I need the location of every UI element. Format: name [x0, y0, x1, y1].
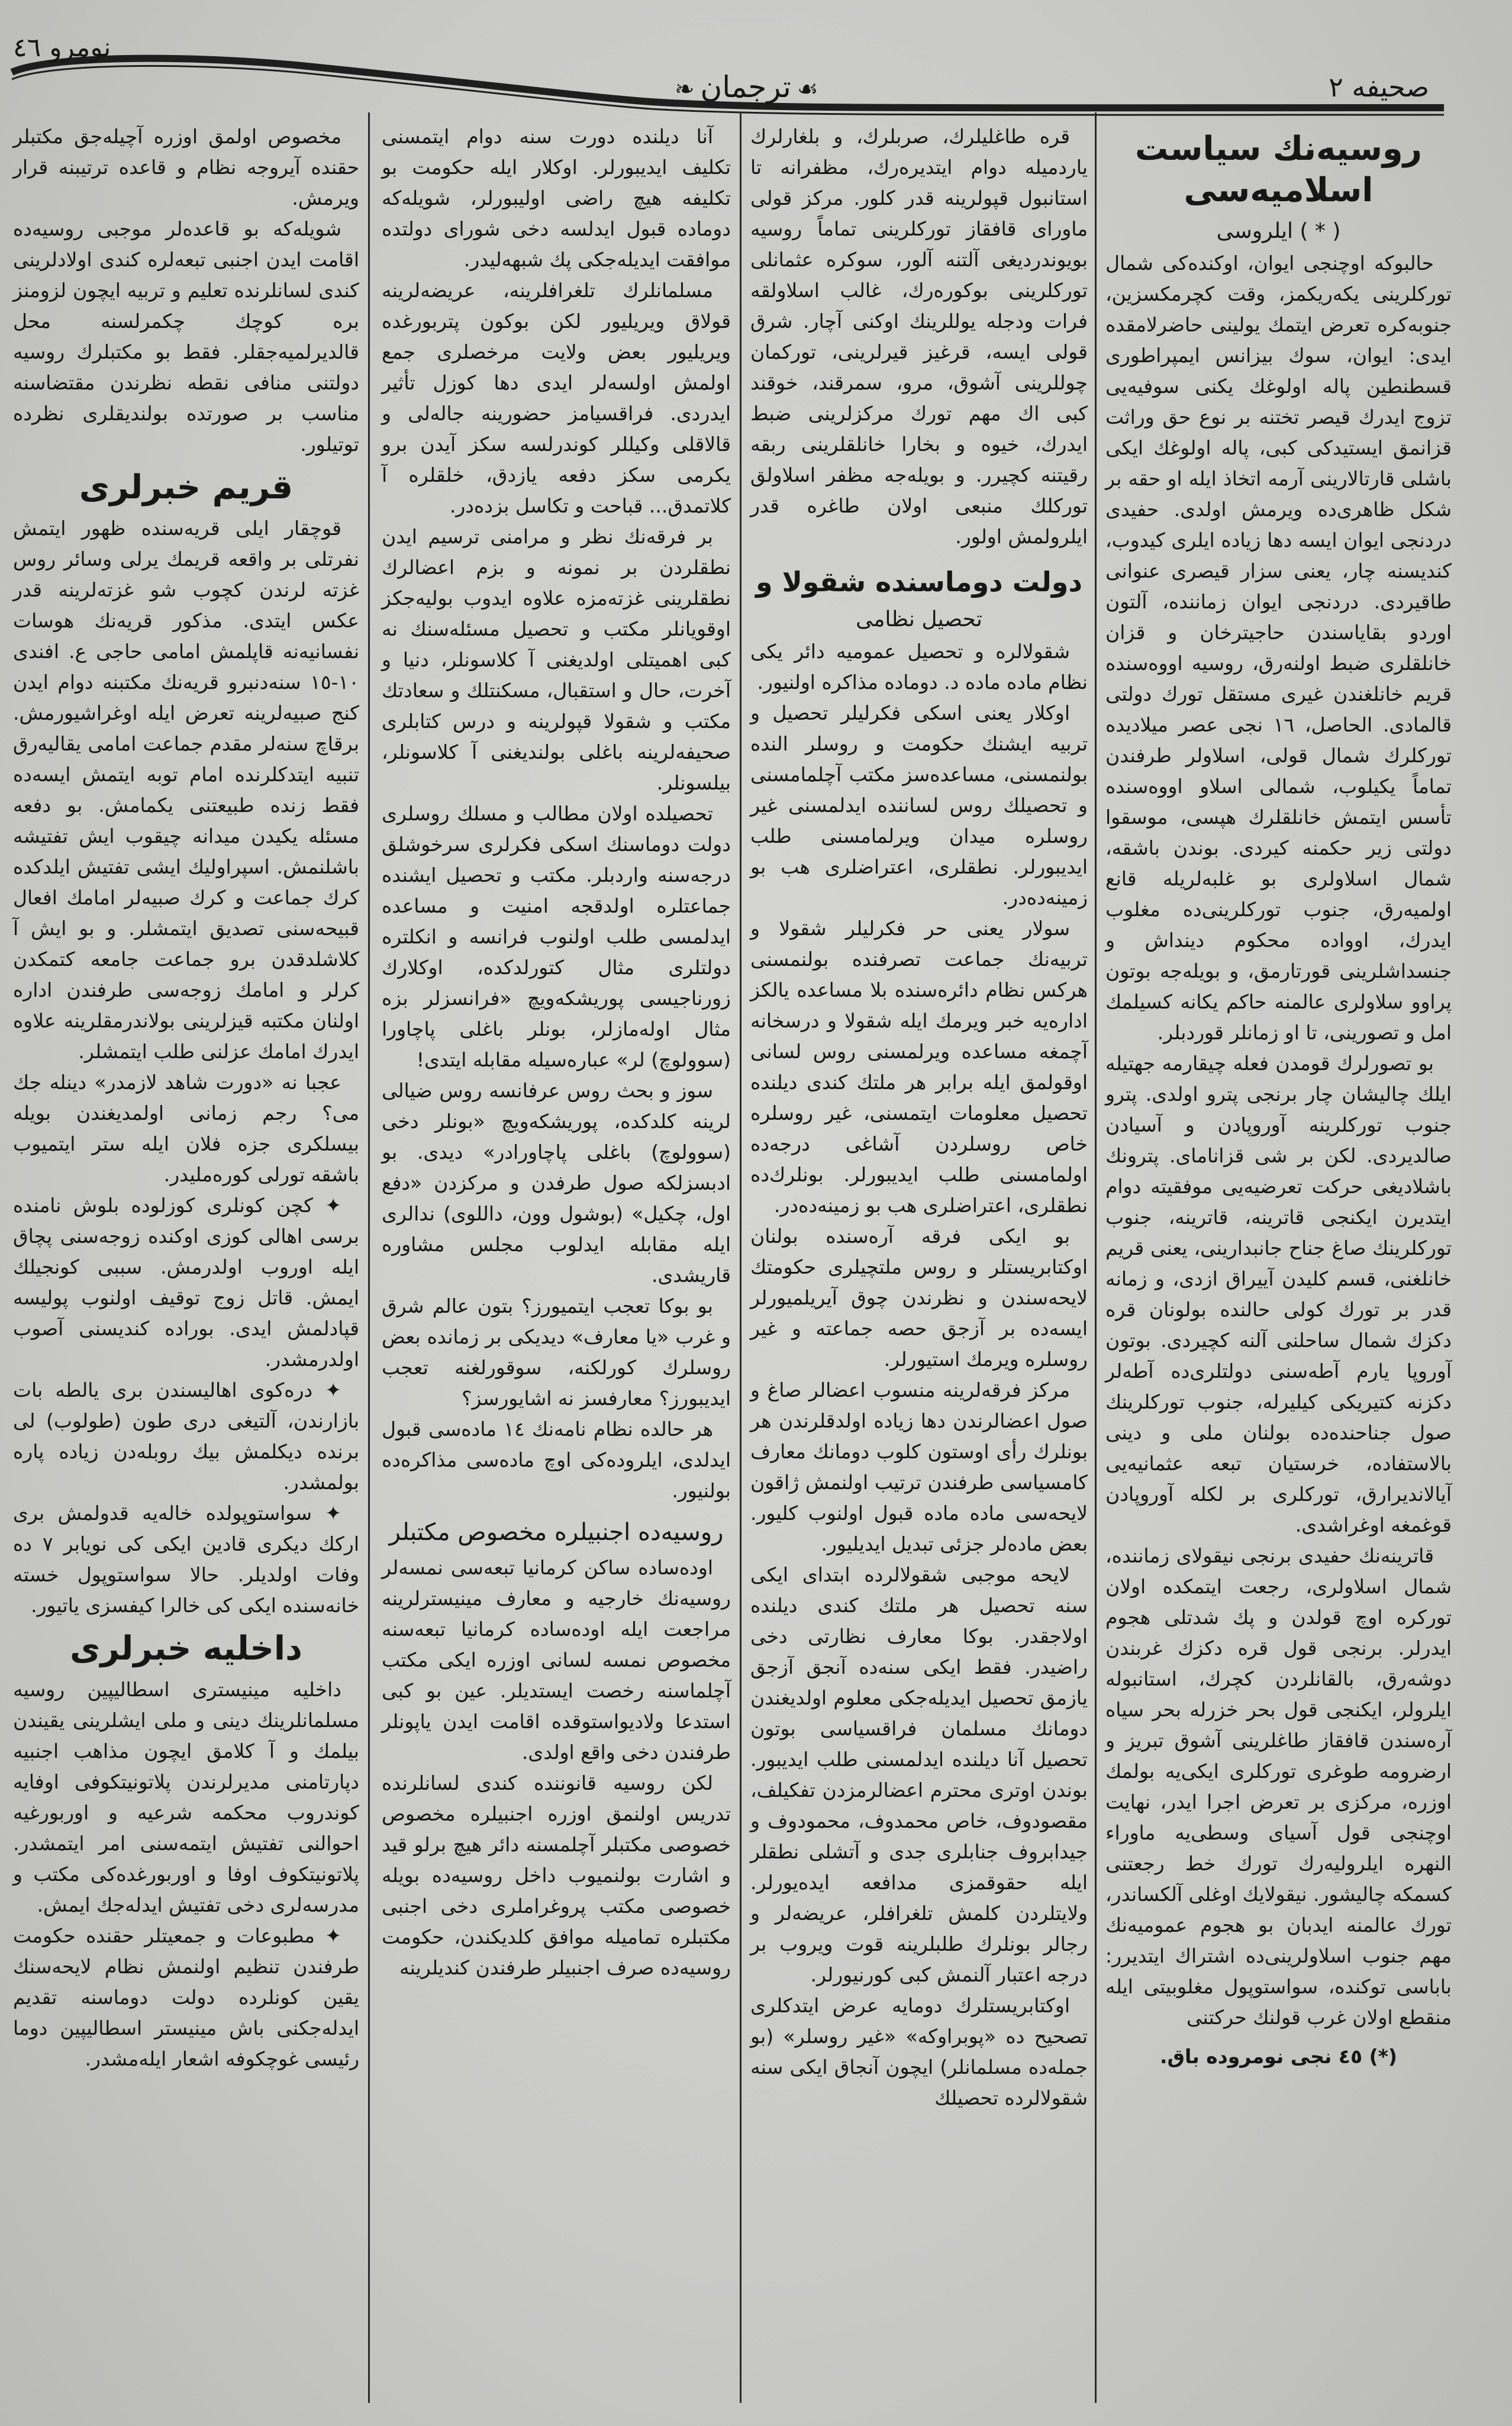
paragraph: اوكتابريستلرك دومايه عرض ايتدكلرى تصحيح ده «پوبراوكه» «غير روسلر» (بو جمله‌ده مسلمانلر) ايچون آنجاق ايكى سنه شقولالرده تحصيلك [750, 1994, 1088, 2109]
section-heading: روسيه‌نك سياست اسلاميه‌سى [1135, 130, 1422, 210]
ornament-icon: ❧ [675, 76, 695, 103]
footnote: (*) ٤٥ نجى نومروده باق. [1159, 2045, 1398, 2068]
paragraph: بو ايكى فرقه آره‌سنده بولنان اوكتابريستلر و روس ملتچيلرى حكومتك لايحه‌سندن و نظرندن چوق آيريلميورلر ايسه‌ده بر آزجق حصه جماعته و غير روسلره ويرمك استيورلر. [750, 1225, 1088, 1371]
article-heading: روسيه‌ده اجنبيلره مخصوص مكتبلر [389, 1519, 724, 1546]
paragraph: قوچقار ايلى قريه‌سنده ظهور ايتمش نفرتلى بر واقعه قريمك يرلى وسائر روس غزته لرندن كچوب شو غزته‌لرينه قدر عكس ايتدى. مذكور قريه‌نك هوسات نفسانيه‌نه قاپلمش امامى حاجى ع. افندى ١٠-١٥ سنه‌دنبرو قريه‌نك مكتبنه دوام ايدن كنج صبيه‌لرينه تعرض ايله اوغراشيورمش. برقاچ سنه‌لر مقدم جماعت امامى يقاليه‌رق تنبيه ايتدكلرنده امام توبه ايتمش ايسه‌ده فقط زنده طبيعتنى يكمامش. بو دفعه مسئله يكيدن ميدانه چيقوب ايش تفتيشه باشلنمش. اسپراوليك ايشى تفتيش ايلدكده كرك جماعت و كرك صبيه‌لر امامك افعال قبيحه‌سنى تصديق ايتمشلر. و بو ايش آ كلاشلدقدن برو جماعت جامعه كتمكدن كرلر و امامك زوجه‌سى طرفندن اداره اولنان مكتبه قيزلرينى بولاندرمقلرينه علاوه ايدرك امامك عزلنى طلب ايتمشلر. [13, 517, 359, 1063]
paragraph: لايحه موجبى شقولالرده ابتداى ايكى سنه تحصيل هر ملتك كندى ديلنده اولاجقدر. بوكا معارف نظارتى دخى راضيدر. فقط ايكى سنه‌ده آنجق آزجق يازمق تحصيل ايديله‌جكى معلوم اولديغندن دومانك مسلمان فراقسياسى بوتون تحصيل آنا ديلنده ايدلمسنى طلب ايديبور. بوندن اوترى محترم اعضالرمزدن تفكيلف، مقصودوف، خاص محمدوف، محمودوف و جيدابروف جنابلرى جدى و آتشلى نطقلر ايله حقوقمزى مدافعه ايده‌يورلر. ولايتلردن كلمش تلغرافلر، عريضه‌لر و رجالر بونلرك طلبلرينه قوت ويروب بر درجه اعتبار آلنمش كبى كورنيورلر. [750, 1563, 1088, 1986]
paragraph: بو تصورلرك قومدن فعله چيقارمه جهتيله ايلك چاليشان چار برنجى پترو اولدى. پترو جنوب توركلرينه آوروپادن و آسيادن صالديردى. لكن بر شى قزاناماى. پترونك باشلاديغى حركت تعرضيه‌يى موفقيته دوام ايتديرن ايكنجى قاترينه، قاترينه، جنوب توركلرينك صاغ جناح جانبدارينى، يعنى قريم خانلغنى، قسم كليدن آييراق ازدى، و زمانه قدر بر تورك كولى حالنده بولونان قره دكزك شمال ساحلنى آلنه كچيردى. بوتون آوروپا يارم آطه‌سنى دولتلرى‌ده آطه‌لر دكزنه كتيريكى كيليرله، جنوب توركلرينك صول جناحنده‌ده بولنان ملى و دينى بالاستفاده، خرستيان تبعه عثمانيه‌يى آيالانديرارق، توركلرى بر لكله آوروپادن قوغمغه اوغراشدى. [1105, 1052, 1452, 1536]
section-heading: داخليه خبرلرى [70, 1629, 302, 1668]
paragraph: تحصيلده اولان مطالب و مسلك روسلرى دولت دوماسنك اسكى فكرلرى سرخوشلق درجه‌سنه واردبلر. مكتب و تحصيل ايشنده جماعتلره اولدقجه امنيت و مساعده ايدلمسى طلب اولنوب فرانسه و انكلتره دولتلرى مثال كتورلدكده، اوكلارك زورناجيسى پوريشكه‌ويچ «فرانسزلر بزه مثال اوله‌مازلر، بونلر باغلى پاچاورا (سوولوچ) لر» عباره‌سيله مقابله ايتدى! [382, 802, 731, 1071]
paragraph: قاترينه‌نك حفيدى برنجى نيقولاى زماننده، شمال اسلاولرى، رجعت ايتمكده اولان توركره اوچ قولدن و پك شدتلى هجوم ايدرلر. برنجى قول قره دكزك غربندن دوشه‌رق، بالقانلردن كچرك، استانبوله ايلرولر، ايكنجى قول بحر خزرله بحر سياه آره‌سندن قافقاز طاغلرينى آشوق تبريز و ارضرومه طوغرى توركلرى ايكى‌يه بولمك اوزره، مركزى بر تعرض اجرا ايدر، نهايت اوچنجى قول آسياى وسطى‌يه ماوراء النهره ايلروليه‌رك تورك خط رجعتنى كسمكه چاليشور. نيقولايك اوغلى آلكساندر، تورك عالمنه ايدبان بو هجوم عموميه‌نك مهم جنوب اسلاولرينى‌ده اشتراك ايتديرر: باباسى توكنده، سواستوپول مغلوبيتى ايله منقطع اولان غرب قولنك حركتنى [1105, 1544, 1452, 2029]
section-heading: قريم خبرلرى [79, 468, 294, 507]
paragraph: مسلمانلرك تلغرافلرينه، عريضه‌لرينه قولاق ويريليور لكن بوكون پتربورغده ويريليور بعض ولايت مرخصلرى جمع اولمش اولسه‌لر ايدى دها كوزل تأثير ايدردى. فراقسيامز حضورينه جاله‌لى و قالاقلى وكيللر كوندرلسه سكز آيدن برو يكرمى سكز دفعه يازدق، خلقلره آ كلاتمدق... قباحت و تكاسل بزده‌در. [382, 279, 731, 517]
paragraph: ✦ دره‌كوى اهاليسندن برى يالطه بات بازارندن، آلتيغى درى طون (طولوب) لى برنده ديكلمش بيك روبله‌دن زياده پاره بولمشدر. [13, 1378, 359, 1494]
paragraph: بو بوكا تعجب ايتميورز؟ بتون عالم شرق و غرب «يا معارف» ديديكى بر زمانده بعض روسلرك كورلكنه، سوقورلغنه تعجب ايديبورز؟ معارفسز نه اشايورسز؟ [382, 1294, 731, 1410]
paragraph: مخصوص اولمق اوزره آچيله‌جق مكتبلر حقنده آيروجه نظام و قاعده ترتيبنه قرار ويرمش. [13, 125, 359, 210]
masthead [669, 70, 824, 104]
paragraph: بر فرقه‌نك نظر و مرامنى ترسيم ايدن نطقلردن بر نمونه و بزم اعضالرك نطقلرينى غزته‌مزه علاوه ايدوب بوليه‌جكز اوقويانلر مكتب و تحصيل مسئله‌سنك نه كبى اهميتلى اولديغنى آ كلاسونلر، دنيا و آخرت، حال و استقبال، مسكنتلك و سعادتك مكتب و شقولا قپولرينه و درس كتابلرى صحيفه‌لرينه باغلى بولنديغنى آ كلاسونلر، بيلسونلر. [382, 525, 731, 794]
paragraph: عجبا نه «دورت شاهد لازمدر» دينله جك مى؟ رجم زمانى اولمديغندن بويله بيسلكرى جزه فلان ايله ستر ايتميوب باشقه تورلى كوره‌مليدر. [13, 1071, 359, 1186]
paragraph: داخليه مينيسترى اسطاليپين روسيه مسلمانلرينك دينى و ملى ايشلرينى يقيندن بيلمك و آ كلامق ايچون مذاهب اجنبيه دپارتامنى مديرلرندن پلاتونيتكوفى اوفايه كوندروب محكمه شرعيه و اوربورغيه احوالنى تفتيش ايتمه‌سنى امر ايتمشدر. پلاتونيتكوف اوفا و اوربورغده‌كى مكتب و مدرسه‌لرى دخى تفتيش ايدله‌جك ايمش. [13, 1678, 359, 1916]
paragraph: ✦ كچن كونلرى كوزلوده بلوش نامنده برسى اهالى كوزى اوكنده زوجه‌سنى پچاق ايله اوروب اولدرمش. سببى كونجيلك ايمش. قاتل زوج توقيف اولنوب پوليسه قپادلمش ايدى. بوراده كنديسنى آصوب اولدرمشدر. [13, 1194, 359, 1371]
page-number: صحيفه ٢ [1329, 71, 1429, 103]
paragraph: ✦ مطبوعات و جمعيتلر حقنده حكومت طرفندن تنظيم اولنمش نظام لايحه‌سنك يقين كونلرده دولت دوماسنه تقديم ايدله‌جكنى باش مينيستر اسطاليپين دوما رئيسى غوچكوفه اشعار ايله‌مشدر. [13, 1924, 359, 2070]
paragraph: سوز و بحث روس عرفانسه روس ضيالى لرينه كلدكده، پوريشكه‌ويچ «بونلر دخى (سوولوچ) باغلى پاچاورادر» ديدى. بو ادبسزلكه صول طرفدن و مركزدن «دفع اول، چكيل» (بوشول وون، داللوى) ندالرى ايله مقابله ايدلوب مجلس مشاوره قاريشدى. [382, 1079, 731, 1287]
paragraph: لكن روسيه قانوننده كندى لسانلرنده تدريس اولنمق اوزره اجنبيلره مخصوص خصوصى مكتبلر آچلمسنه دائر هيچ برلو قيد و اشارت بولنميوب داخل روسيه‌ده بويله خصوصى مكتب پروغراملرى دخى اجنبى مكتبلره تماميله موافق كلديكندن، حكومت روسيه‌ده صرف اجنبيلر طرفندن كنديلرينه [382, 1771, 731, 1979]
column-3 [750, 121, 1088, 2114]
sub-heading: ( * ) ايلروسى [1216, 219, 1341, 243]
paragraph: سولار يعنى حر فكرليلر شقولا و تربيه‌نك جماعت تصرفنده بولنمسنى هركس نظام دائره‌سنده بلا مساعده يالكز اداره‌يه خبر ويرمك ايله شقولا و درسخانه آچمغه مساعده ويرلمسنى روس لسانى اوقولمق ايله برابر هر ملتك كندى ديلنده تحصيل معلومات ايتمسنى، غير روسلره خاص روسلردن آشاغى درجه‌ده اولمامسنى طلب ايديبورلر. بونلرك‌ده نطقلرى، اعتراضلرى هب بو زمينه‌ده‌در. [750, 917, 1088, 1217]
ornament-icon: ☙ [797, 76, 818, 103]
column-divider [1095, 112, 1097, 2403]
column-divider [740, 112, 742, 2403]
paragraph: حالبوكه اوچنجى ايوان، اوكنده‌كى شمال توركلرينى يكه‌ريكمز، وقت كچرمكسزين، جنوبه‌كره تعرض ايتمك يولينى حاضرلامقده ايدى: ايوان، سوك بيزانس ايمپراطورى قسطنطين پاله اولوغك يكنى سوفيه‌يى تزوج ايدرك قيصر تختنه بر نوع حق وراثت قزانمق ايستيدكى كبى، پاله اولوغك ايكى باشلى قارتالارينى آرمه اتخاذ ايله او حقه بر شكل ظاهرى‌ده ويرمش اولدى. حفيدى دردنجى ايوان ايسه دها زياده ايلرى كيدوب، كنديسنه چار، يعنى سزار قيصرى عنوانى طاقيردى. دردنجى ايوان زماننده، آلتون اوردو بقاياسندن حاجيترخان و قزان خانلقلرى ضبط اولنه‌رق، روسيه اووه‌سنده قريم خانلغندن غيرى مستقل تورك دولتى قالمادى. الحاصل، ١٦ نجى عصر ميلاديده توركلرك شمال قولى، اسلاولر طرفندن تماماً يكيلوب، شمالى اسلاو اووه‌سنده تأسس ايتمش خانلقلرك هپسى، موسقوا دولتى زير حكمنه كيردى. بوندن باشقه، شمال اسلاولرى بو غلبه‌لريله قانع اولميه‌رق، جنوب توركلرينى‌ده مغلوب ايدرك، اوواده محكوم دينداش و جنسداشلرينى قورتارمق، و بويله‌جه بوتون پراوو سلاولرى عالمنه حاكم يكانه كسيلمك امل و تصورينى، تا او زمانلر قوردبلر. [1105, 252, 1452, 1044]
paragraph: مركز فرقه‌لرينه منسوب اعضالر صاغ و صول اعضالرندن دها زياده اولدقلرندن هر بونلرك رأى اوستون كلوب دومانك معارف كامسياسى طرفندن ترتيب اولنمش ژاقون لايحه‌سى ماده ماده قبول اولنوب كليور. بعض ماده‌لر جزئى تبديل ايديليور. [750, 1378, 1088, 1555]
paragraph: اوكلار يعنى اسكى فكرليلر تحصيل و تربيه ايشنك حكومت و روسلر النده بولنمسنى، مساعده‌سز مكتب آچلمامسنى و تحصيلك روس لساننده ايدلمسنى غير روسلره ميدان ويرلمامسنى طلب ايديبورلر. نطقلرى، اعتراضلرى هب بو زمينه‌ده‌در. [750, 701, 1088, 909]
article-heading: دولت دوماسنده شقولا و [756, 566, 1082, 598]
column-divider [368, 112, 370, 2403]
masthead-title: ترجمان [700, 70, 791, 104]
paragraph: قره طاغليلرك، صربلرك، و بلغارلرك ياردميله دوام ايتديره‌رك، مظفرانه تا استانبول قپولرينه قدر كلور. مركز قولى ماوراى قافقاز توركلرينى تماماً روسيه بويوندرديغى آلتنه آلور، سوكره عثمانلى توركلرينى بوكوره‌رك، غالب اسلاولقه فرات ودجله يوللرينك اوكنى آچار. شرق قولى ايسه، قرغيز قيرلرينى، توركمان چوللرينى آشوق، مرو، سمرقند، خوقند كبى اك مهم تورك مركزلرينى ضبط ايدرك، خيوه و بخارا خانلقلرينى ربقه رقيتنه كچيرر. و بويله‌جه مظفر اسلاولق توركلك منبعى اولان طاغره قدر ايلرولمش اولور. [750, 125, 1088, 548]
paragraph: شويله‌كه بو قاعده‌لر موجبى روسيه‌ده اقامت ايدن اجنبى تبعه‌لره كندى اولادلرينى كندى لسانلرنده تعليم و تربيه ايچون لزومنز بره كوچك چكمرلسنه محل قالديرلميه‌جقلر. فقط بو مكتبلرك روسيه دولتنى منافى نقطه نظرندن مقتضاسنه مناسب بر صورتده بولنديقلرى نظرده توتيلور. [13, 217, 359, 456]
column-2 [382, 121, 731, 1983]
issue-number: نومرو ٤٦ [13, 33, 111, 63]
paragraph: آنا ديلنده دورت سنه دوام ايتمسنى تكليف ايديبورلر. اوكلار ايله حكومت بو تكليفه هيچ راضى اوليبورلر، شويله‌كه دوماده قبول ايدلسه دخى شوراى دولتده موافقت ايديله‌جكى پك شبهه‌ليدر. [382, 125, 731, 271]
column-4 [1105, 121, 1452, 2072]
paragraph: ✦ سواستوپولده خاله‌يه قدولمش برى اركك ديكرى قادين ايكى كى نويابر ٧ ده وفات اولديلر. حالا سواستوپول خسته خانه‌سنده ايكى كى خالرا كيفسزى ياتيور. [13, 1502, 359, 1617]
column-1 [13, 121, 359, 2074]
sub-heading: تحصيل نظامى [856, 607, 982, 632]
paragraph: شقولالره و تحصيل عموميه دائر يكى نظام ماده ماده د. دوماده مذاكره اولنيور. [750, 640, 1088, 694]
paragraph: اوده‌ساده ساكن كرمانيا تبعه‌سى نمسه‌لر روسيه‌نك خارجيه و معارف مينيسترلرينه مراجعت ايله اوده‌ساده كرمانيا تبعه‌سنه مخصوص نمسه لسانى اوزره ايكى مكتب آچلماسنه رخصت ايستديلر. عين بو كبى استدعا ولاديواستوقده اقامت ايدن ياپونلر طرفندن دخى واقع اولدى. [382, 1556, 731, 1764]
paragraph: هر حالده نظام نامه‌نك ١٤ ماده‌سى قبول ايدلدى، ايلروده‌كى اوچ ماده‌سى مذاكره‌ده بولنيور. [382, 1417, 731, 1502]
